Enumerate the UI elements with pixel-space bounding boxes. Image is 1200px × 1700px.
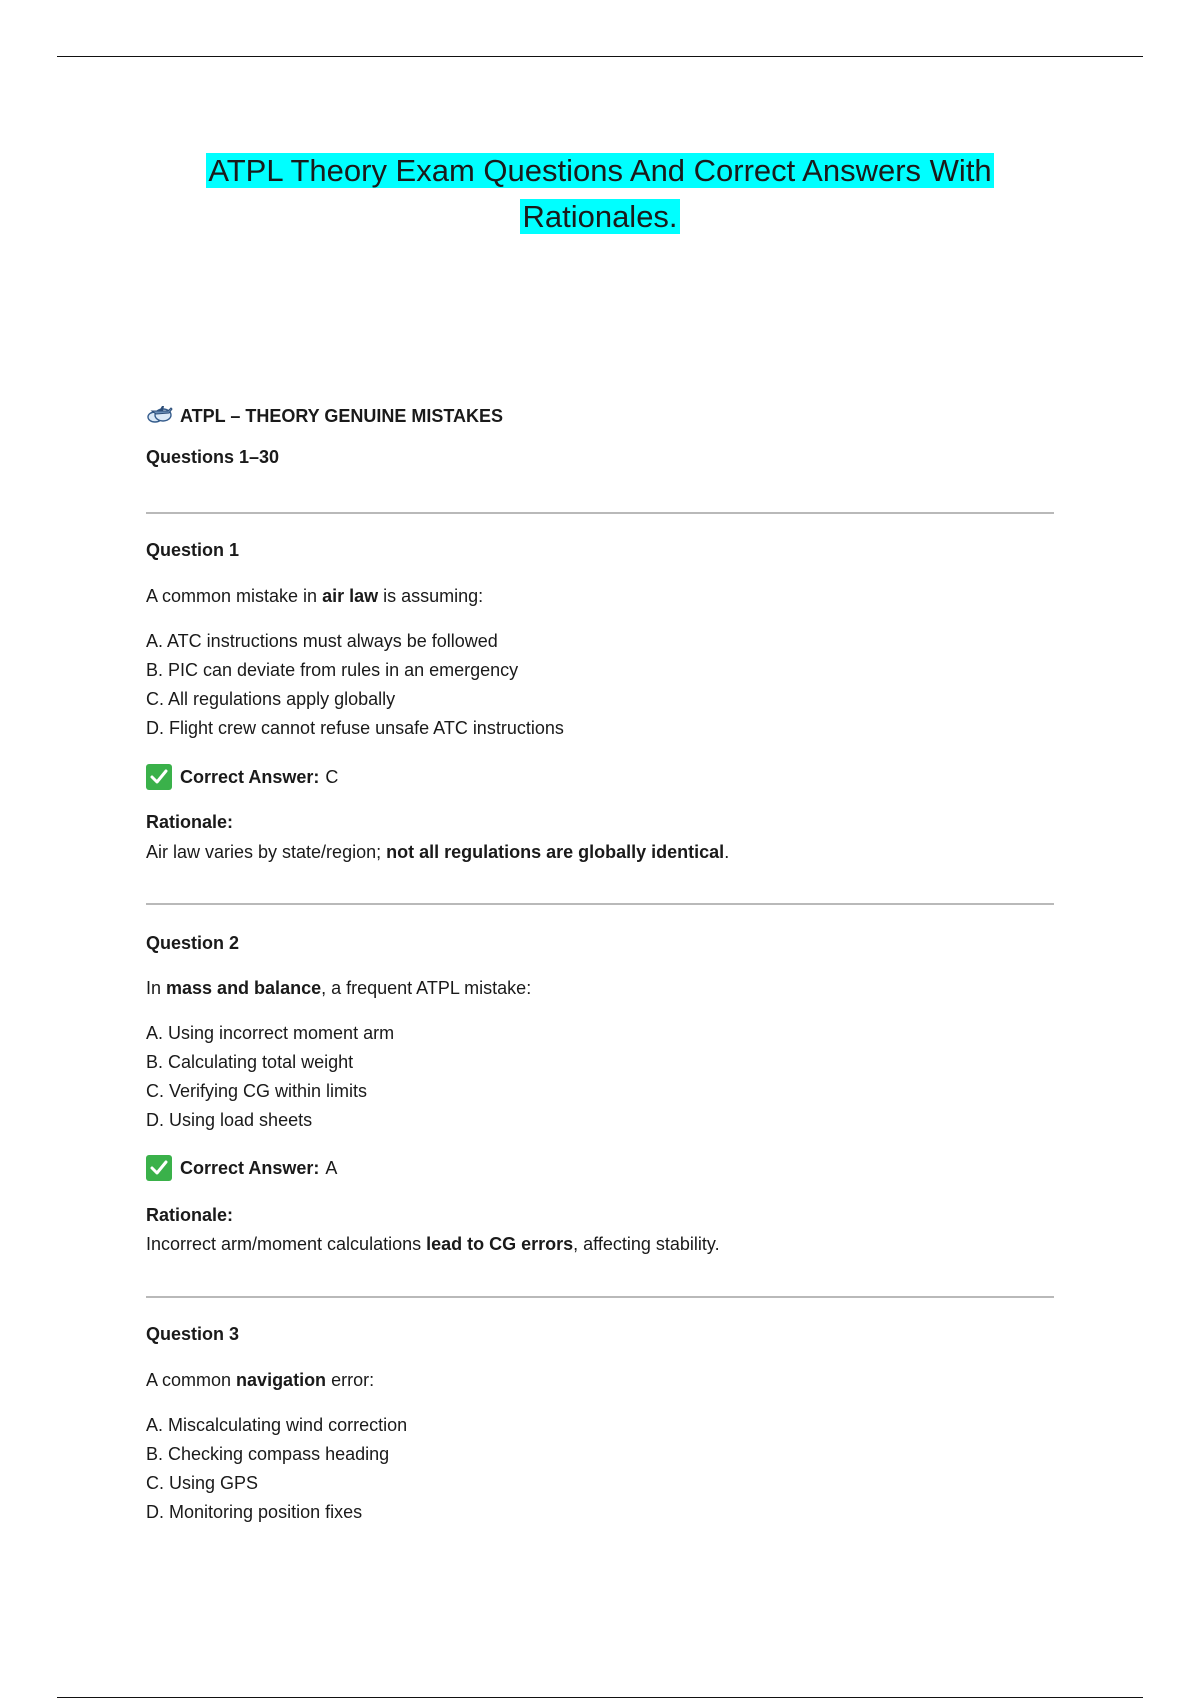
rationale-text: Air law varies by state/region; not all regulations are globally identical. <box>146 842 730 862</box>
question-3-options <box>146 1411 407 1527</box>
option-d: D. Monitoring position fixes <box>146 1502 363 1522</box>
airplane-cloud-icon <box>146 403 174 430</box>
question-2-answer <box>146 1155 337 1181</box>
section-header <box>146 403 503 430</box>
answer-value: A <box>325 1157 338 1178</box>
answer-value: C <box>325 766 339 787</box>
option-c: C. Using GPS <box>146 1473 259 1493</box>
option-b: B. Calculating total weight <box>146 1052 354 1072</box>
check-mark-icon <box>146 764 172 790</box>
option-a: A. ATC instructions must always be followed <box>146 631 498 651</box>
page-top-rule <box>57 56 1143 57</box>
question-1-text: A common mistake in air law is assuming: <box>146 586 484 606</box>
rationale-label: Rationale: <box>146 1205 234 1225</box>
section-heading: ATPL – THEORY GENUINE MISTAKES <box>180 406 504 426</box>
answer-label: Correct Answer: <box>180 1157 320 1178</box>
question-1-options <box>146 627 564 743</box>
question-2-options <box>146 1019 394 1135</box>
question-3-text: A common navigation error: <box>146 1370 375 1390</box>
divider <box>146 1296 1054 1298</box>
option-c: C. All regulations apply globally <box>146 689 396 709</box>
question-2-text: In mass and balance, a frequent ATPL mistake: <box>146 978 532 998</box>
option-a: A. Using incorrect moment arm <box>146 1023 395 1043</box>
question-3-title: Question 3 <box>146 1324 240 1344</box>
question-2-title: Question 2 <box>146 933 240 953</box>
document-title <box>0 148 1200 240</box>
question-1-title: Question 1 <box>146 540 240 560</box>
option-a: A. Miscalculating wind correction <box>146 1415 408 1435</box>
title-line-2: Rationales. <box>522 199 678 234</box>
question-1-answer <box>146 764 338 790</box>
rationale-label: Rationale: <box>146 812 234 832</box>
rationale-text: Incorrect arm/moment calculations lead to CG errors, affecting stability. <box>146 1234 720 1254</box>
answer-label: Correct Answer: <box>180 766 320 787</box>
option-b: B. PIC can deviate from rules in an emergency <box>146 660 519 680</box>
check-mark-icon <box>146 1155 172 1181</box>
option-b: B. Checking compass heading <box>146 1444 390 1464</box>
page-bottom-rule <box>57 1697 1143 1698</box>
title-line-1: ATPL Theory Exam Questions And Correct Answers With <box>208 153 992 188</box>
option-d: D. Flight crew cannot refuse unsafe ATC instructions <box>146 718 564 738</box>
divider <box>146 512 1054 514</box>
divider <box>146 903 1054 905</box>
questions-range: Questions 1–30 <box>146 447 280 467</box>
option-c: C. Verifying CG within limits <box>146 1081 368 1101</box>
option-d: D. Using load sheets <box>146 1110 313 1130</box>
